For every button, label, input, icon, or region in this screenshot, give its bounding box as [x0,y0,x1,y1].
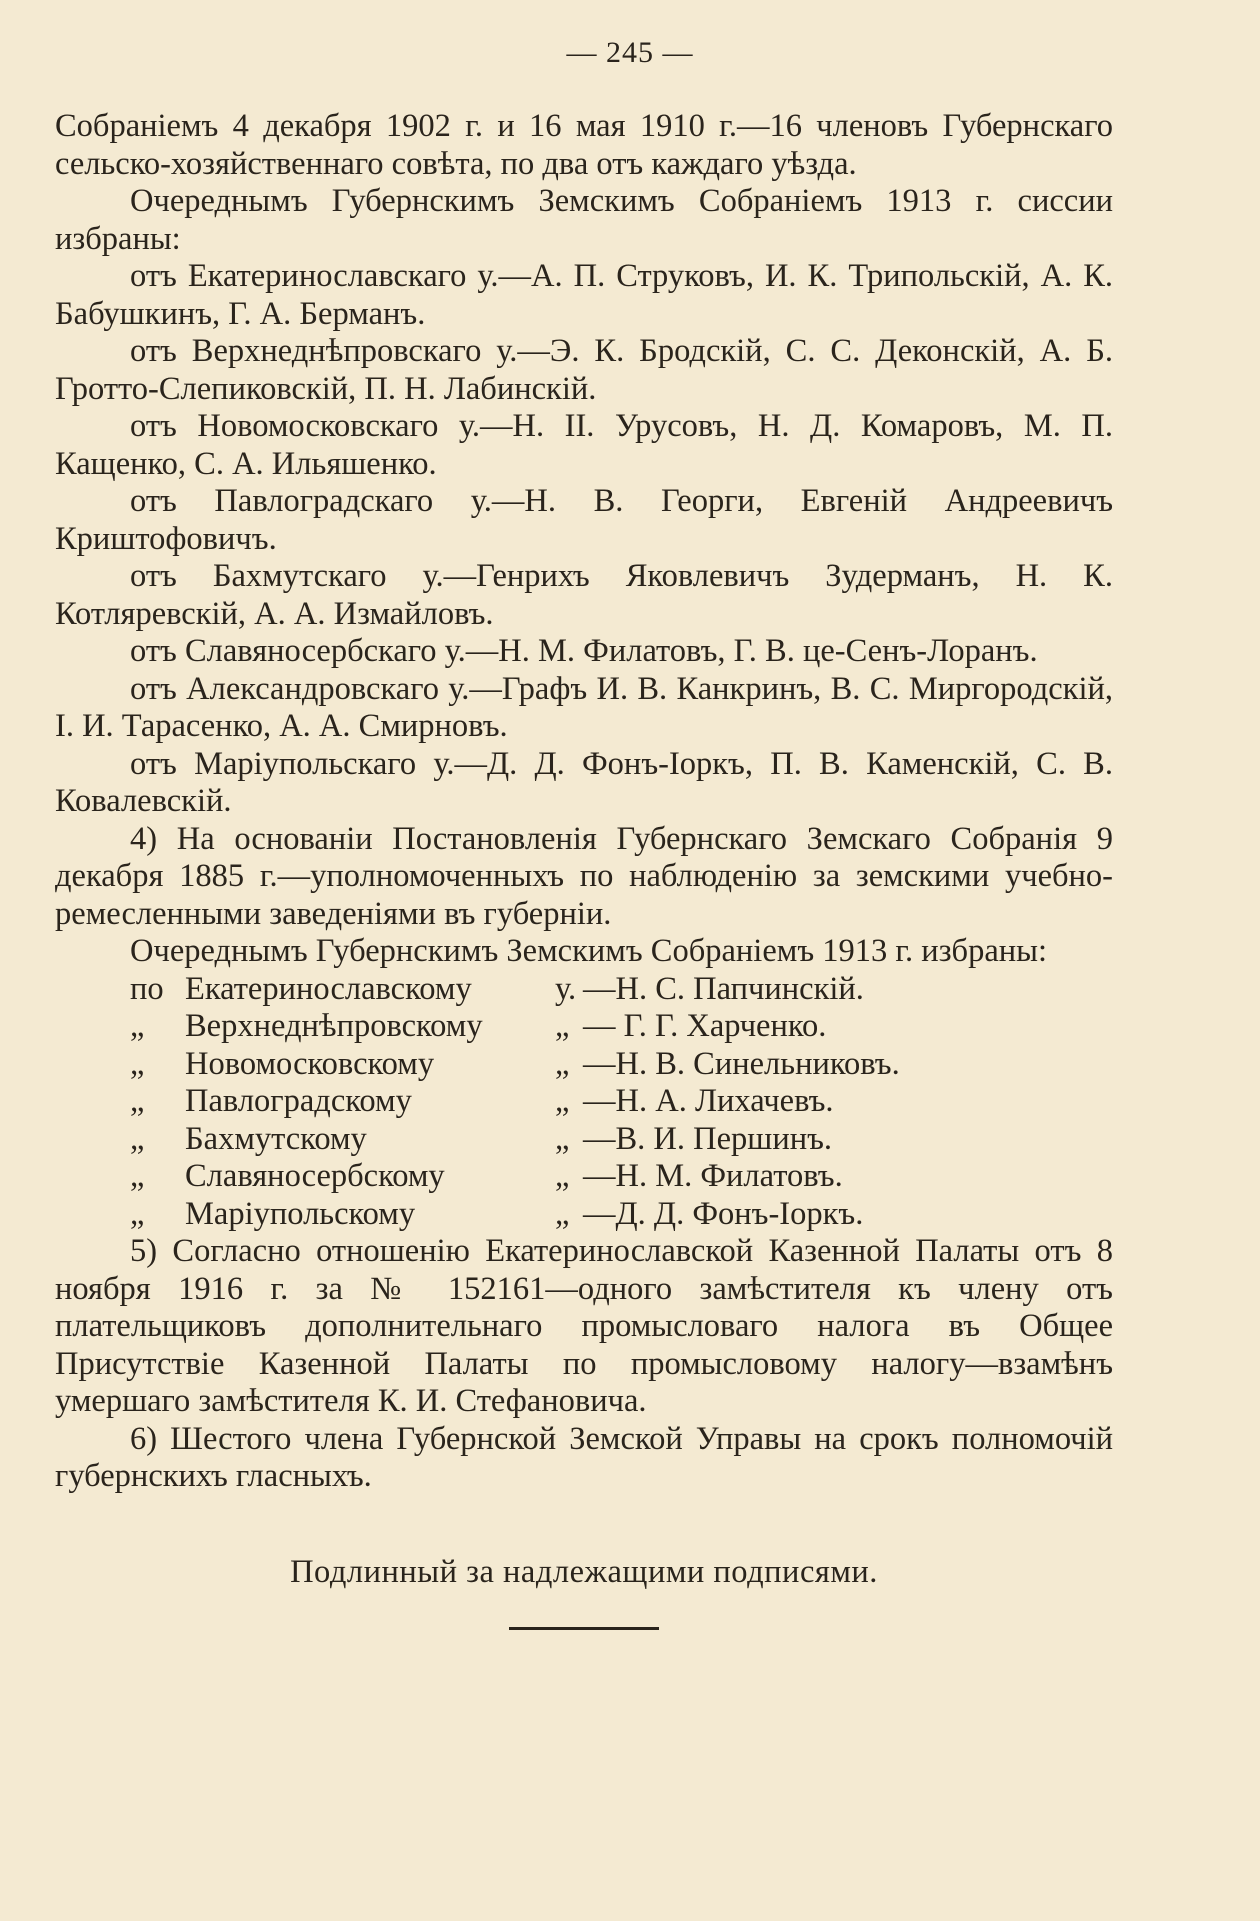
ditto-mark: „ [130,1158,145,1194]
table-row [55,1121,1113,1159]
deputy-name: — Г. Г. Харченко. [583,1008,827,1044]
table-row [55,971,1113,1009]
top-paragraph: отъ Верхнеднѣпровскаго у.—Э. К. Бродскій, С. С. Деконскій, А. Б. Гротто-Слепиковскій, П. Н. Лабинскій. [55,333,1113,407]
top-paragraph: отъ Бахмутскаго у.—Генрихъ Яковлевичъ Зудерманъ, Н. К. Котляревскій, А. А. Измайловъ. [55,558,1113,632]
district-table [55,971,1113,1234]
ditto-mark-2: „ [555,1158,570,1194]
deputy-name: —Д. Д. Фонъ-Іоркъ. [583,1195,864,1232]
top-paragraph: Очереднымъ Губернскимъ Земскимъ Собраніемъ 1913 г. избраны: [130,933,1047,969]
ditto-mark-2: „ [555,1195,570,1232]
page-number: — 245 — [566,36,694,69]
district-name: Маріупольскому [185,1195,416,1232]
district-name: Верхнеднѣпровскому [185,1008,483,1044]
page-body [55,108,1113,1630]
ditto-mark: „ [130,1008,145,1044]
ditto-mark: „ [130,1083,145,1119]
ditto-mark: „ [130,1195,145,1232]
district-name: Славяносербскому [185,1158,445,1194]
closing-rule [509,1627,659,1630]
top-paragraph: 4) На основаніи Постановленія Губернскаго Земскаго Собранія 9 декабря 1885 г.—уполномоченныхъ по наблюденію за земскими учебно-ремесленными заведеніями въ губерніи. [55,820,1113,932]
paragraphs-bottom [55,1233,1113,1496]
top-paragraph: Собраніемъ 4 декабря 1902 г. и 16 мая 1910 г.—16 членовъ Губернскаго сельско-хозяйственнаго совѣта, по два отъ каждаго уѣзда. [55,108,1113,182]
deputy-name: —В. И. Першинъ. [583,1120,833,1157]
ditto-mark-2: „ [555,1045,570,1082]
ditto-mark: „ [130,1120,145,1157]
top-paragraph: Очереднымъ Губернскимъ Земскимъ Собраніемъ 1913 г. сиссии избраны: [55,183,1113,257]
table-row [55,1158,1113,1196]
deputy-name: —Н. А. Лихачевъ. [583,1083,834,1119]
closing-line: Подлинный за надлежащими подписями. [290,1553,878,1590]
table-row [55,1008,1113,1046]
top-paragraph: отъ Павлоградскаго у.—Н. В. Георги, Евгеній Андреевичъ Криштофовичъ. [55,483,1113,557]
table-row [55,1046,1113,1084]
top-paragraph: отъ Новомосковскаго у.—Н. II. Урусовъ, Н. Д. Комаровъ, М. П. Кащенко, С. А. Ильяшенко. [55,408,1113,482]
district-name: Павлоградскому [185,1083,412,1119]
ditto-mark-2: „ [555,1120,570,1157]
bottom-paragraph: 6) Шестого члена Губернской Земской Управы на срокъ полномочій губернскихъ гласныхъ. [55,1420,1113,1494]
deputy-name: —Н. М. Филатовъ. [583,1158,843,1194]
table-row [55,1083,1113,1121]
top-paragraph: отъ Маріупольскаго у.—Д. Д. Фонъ-Іоркъ, П. В. Каменскій, С. В. Ковалевскій. [55,745,1113,819]
deputy-name: —Н. В. Синельниковъ. [583,1045,900,1082]
top-paragraph: отъ Екатеринославскаго у.—А. П. Струковъ, И. К. Трипольскій, А. К. Бабушкинъ, Г. А. Берманъ. [55,258,1113,332]
top-paragraph: отъ Александровскаго у.—Графъ И. В. Канкринъ, В. С. Миргородскій, І. И. Тарасенко, А. А. Смирновъ. [55,670,1113,744]
ditto-mark-2: „ [555,1083,570,1119]
district-name: Бахмутскому [185,1120,367,1157]
district-name: Новомосковскому [185,1045,435,1082]
ditto-mark-2: „ [555,1008,570,1044]
ditto-mark [55,971,130,1009]
ditto-mark-2: у. [555,970,577,1007]
bottom-paragraph: 5) Согласно отношенію Екатеринославской Казенной Палаты отъ 8 ноября 1916 г. за № 152161—одного замѣстителя къ члену отъ плательщиковъ дополнительнаго промысловаго налога въ Общее Присутствіе Казенной Палаты по промысловому налогу—взамѣнъ умершаго замѣстителя К. И. Стефановича. [55,1233,1113,1419]
paragraphs-top [55,108,1113,971]
top-paragraph: отъ Славяносербскаго у.—Н. М. Филатовъ, Г. В. це-Сенъ-Лоранъ. [130,633,1038,669]
table-row [55,1196,1113,1234]
district-name: Екатеринославскому [185,970,472,1007]
deputy-name: —Н. С. Папчинскій. [583,970,864,1007]
ditto-mark: „ [130,1045,145,1082]
row-prefix: по [130,970,164,1007]
